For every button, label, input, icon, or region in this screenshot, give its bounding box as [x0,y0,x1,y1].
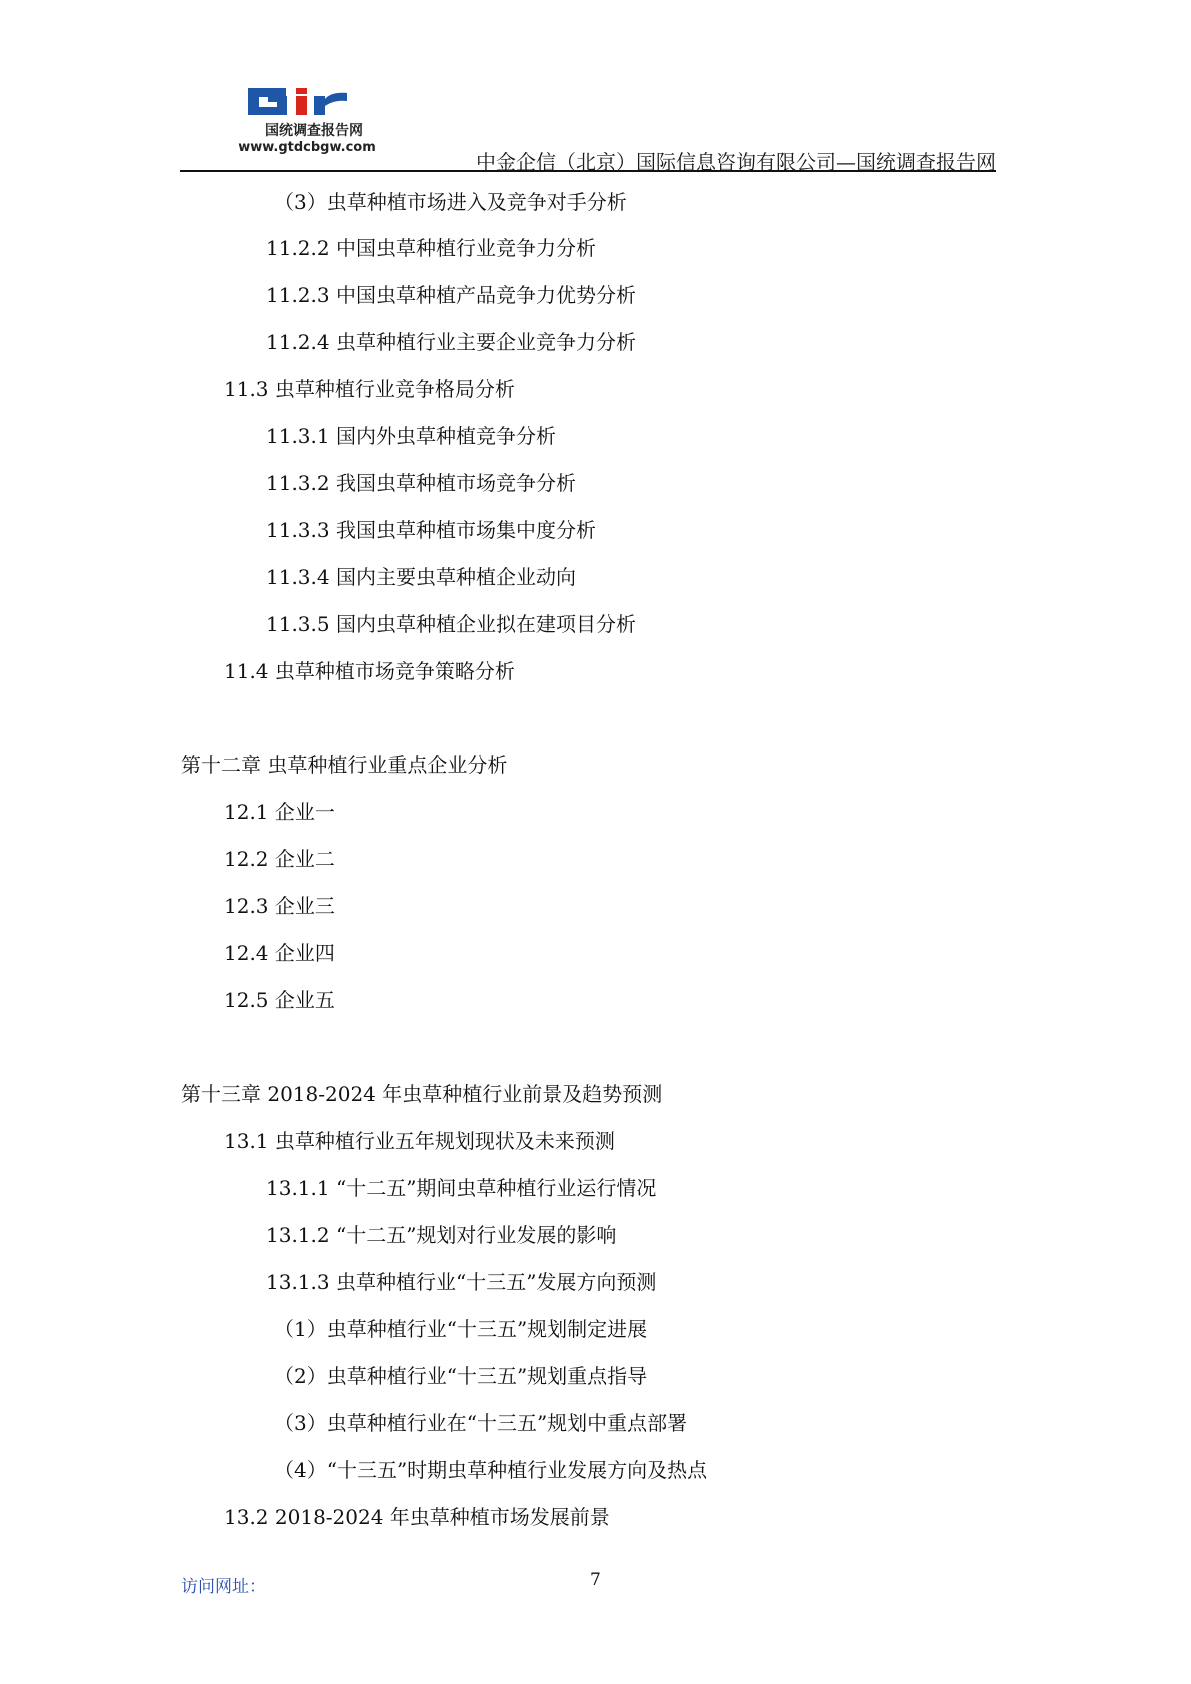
toc-entry: （2）虫草种植行业“十三五”规划重点指导 [274,1364,648,1388]
toc-entry: 11.4 虫草种植市场竞争策略分析 [224,659,515,683]
toc-entry: 11.3.2 我国虫草种植市场竞争分析 [266,471,576,495]
toc-entry: 13.1.3 虫草种植行业“十三五”发展方向预测 [266,1270,657,1294]
toc-entry: 12.4 企业四 [224,941,335,965]
toc-entry: 12.1 企业一 [224,800,335,824]
toc-entry: 11.3 虫草种植行业竞争格局分析 [224,377,515,401]
toc-entry: （3）虫草种植市场进入及竞争对手分析 [274,190,627,214]
visit-url-label: 访问网址： [181,1577,266,1597]
toc-entry: 11.2.2 中国虫草种植行业竞争力分析 [266,236,596,260]
toc-entry: （4）“十三五”时期虫草种植行业发展方向及热点 [274,1458,708,1482]
toc-chapter: 第十二章 虫草种植行业重点企业分析 [181,753,508,777]
page-number: 7 [590,1570,601,1590]
toc-entry: 12.3 企业三 [224,894,335,918]
toc-entry: 11.2.3 中国虫草种植产品竞争力优势分析 [266,283,636,307]
toc-entry: 12.5 企业五 [224,988,335,1012]
toc-entry: 11.3.3 我国虫草种植市场集中度分析 [266,518,596,542]
toc-entry: （1）虫草种植行业“十三五”规划制定进展 [274,1317,648,1341]
company-name: 中金企信（北京）国际信息咨询有限公司—国统调查报告网 [476,150,996,174]
toc-chapter: 第十三章 2018-2024 年虫草种植行业前景及趋势预测 [181,1082,663,1106]
toc-entry: 11.2.4 虫草种植行业主要企业竞争力分析 [266,330,636,354]
toc-entry: （3）虫草种植行业在“十三五”规划中重点部署 [274,1411,688,1435]
toc-entry: 11.3.4 国内主要虫草种植企业动向 [266,565,576,589]
toc-entry: 13.1 虫草种植行业五年规划现状及未来预测 [224,1129,615,1153]
logo-mark-icon [244,84,352,118]
toc-entry: 13.2 2018-2024 年虫草种植市场发展前景 [224,1505,610,1529]
logo-name: 国统调查报告网 [265,123,363,139]
header-divider [180,170,996,172]
toc-entry: 11.3.1 国内外虫草种植竞争分析 [266,424,556,448]
toc-entry: 13.1.2 “十二五”规划对行业发展的影响 [266,1223,617,1247]
site-logo[interactable] [218,84,378,164]
toc-entry: 12.2 企业二 [224,847,335,871]
logo-url[interactable]: www.gtdcbgw.com [238,140,376,155]
toc-entry: 11.3.5 国内虫草种植企业拟在建项目分析 [266,612,636,636]
toc-entry: 13.1.1 “十二五”期间虫草种植行业运行情况 [266,1176,657,1200]
